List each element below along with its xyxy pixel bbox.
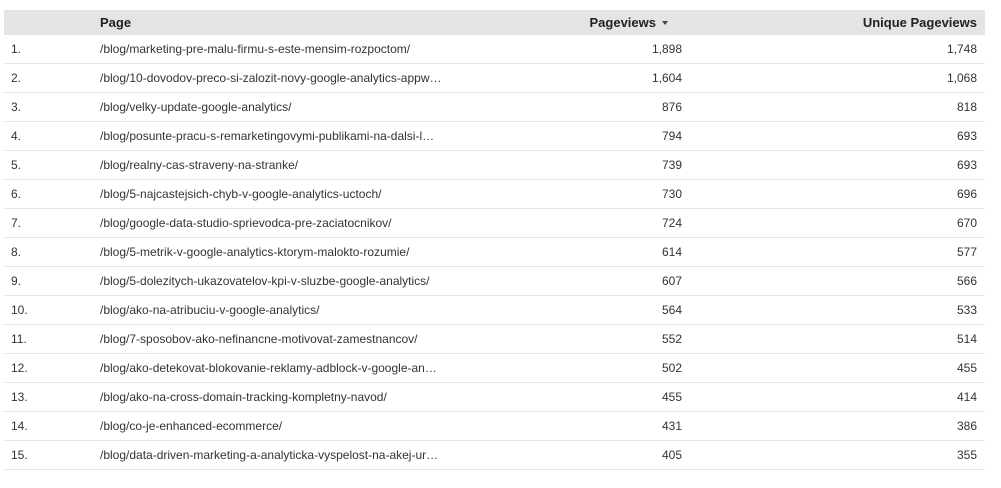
table-header [4,10,985,35]
row-page-path: /blog/5-dolezitych-ukazovatelov-kpi-v-sluzbe-google-analytics/ [100,274,430,288]
row-page-path: /blog/ako-na-cross-domain-tracking-kompletny-navod/ [100,390,387,404]
table-row[interactable] [4,325,985,354]
row-unique-pageviews: 693 [956,129,977,143]
table-row[interactable] [4,180,985,209]
row-index: 13. [11,390,28,404]
table-row[interactable] [4,209,985,238]
row-page-path: /blog/5-metrik-v-google-analytics-ktorym-malokto-rozumie/ [100,245,410,259]
row-index: 1. [11,42,22,56]
row-page-path: /blog/data-driven-marketing-a-analyticka-vyspelost-na-akej-ur… [100,448,439,462]
table-row[interactable] [4,93,985,122]
row-page-path: /blog/posunte-pracu-s-remarketingovymi-publikami-na-dalsi-l… [100,129,435,143]
row-pageviews: 455 [661,390,682,404]
row-page-path: /blog/co-je-enhanced-ecommerce/ [100,419,283,433]
row-pageviews: 607 [661,274,682,288]
row-pageviews: 739 [661,158,682,172]
row-index: 5. [11,158,22,172]
row-page-path: /blog/marketing-pre-malu-firmu-s-este-mensim-rozpoctom/ [100,42,411,56]
table-row[interactable] [4,35,985,64]
row-unique-pageviews: 566 [956,274,977,288]
row-page-path: /blog/ako-na-atribuciu-v-google-analytics/ [100,303,320,317]
row-pageviews: 794 [661,129,682,143]
row-pageviews: 502 [661,361,682,375]
table-row[interactable] [4,151,985,180]
row-page-path: /blog/velky-update-google-analytics/ [100,100,292,114]
row-unique-pageviews: 514 [956,332,977,346]
row-unique-pageviews: 533 [956,303,977,317]
row-index: 10. [11,303,28,317]
row-index: 12. [11,361,28,375]
row-pageviews: 1,604 [651,71,682,85]
row-pageviews: 405 [661,448,682,462]
table-row[interactable] [4,354,985,383]
row-unique-pageviews: 818 [956,100,977,114]
row-pageviews: 724 [661,216,682,230]
row-index: 4. [11,129,22,143]
unique-pageviews-column-header[interactable]: Unique Pageviews [862,15,977,30]
table-row[interactable] [4,441,985,470]
row-page-path: /blog/7-sposobov-ako-nefinancne-motivovat-zamestnancov/ [100,332,418,346]
row-pageviews: 552 [661,332,682,346]
row-unique-pageviews: 386 [956,419,977,433]
pageviews-header-label: Pageviews [589,15,656,31]
row-unique-pageviews: 577 [956,245,977,259]
row-unique-pageviews: 1,068 [946,71,977,85]
row-unique-pageviews: 414 [956,390,977,404]
pageviews-column-header[interactable] [490,14,682,30]
table-row[interactable] [4,267,985,296]
row-page-path: /blog/5-najcastejsich-chyb-v-google-analytics-uctoch/ [100,187,382,201]
page-column-header[interactable]: Page [100,15,132,30]
row-index: 7. [11,216,22,230]
row-index: 11. [11,332,27,346]
table-row[interactable] [4,238,985,267]
row-index: 3. [11,100,22,114]
row-pageviews: 564 [661,303,682,317]
row-index: 14. [11,419,28,433]
row-pageviews: 431 [661,419,682,433]
row-unique-pageviews: 1,748 [946,42,977,56]
row-index: 15. [11,448,28,462]
row-pageviews: 876 [661,100,682,114]
row-page-path: /blog/10-dovodov-preco-si-zalozit-novy-google-analytics-appw… [100,71,442,85]
table-row[interactable] [4,64,985,93]
row-pageviews: 730 [661,187,682,201]
sort-down-icon[interactable] [662,21,668,25]
table-body [4,35,985,470]
row-page-path: /blog/ako-detekovat-blokovanie-reklamy-adblock-v-google-an… [100,361,437,375]
row-page-path: /blog/realny-cas-straveny-na-stranke/ [100,158,299,172]
row-unique-pageviews: 455 [956,361,977,375]
row-index: 8. [11,245,22,259]
row-index: 2. [11,71,22,85]
row-unique-pageviews: 693 [956,158,977,172]
table-row[interactable] [4,383,985,412]
row-unique-pageviews: 696 [956,187,977,201]
table-row[interactable] [4,122,985,151]
row-unique-pageviews: 670 [956,216,977,230]
row-page-path: /blog/google-data-studio-sprievodca-pre-zaciatocnikov/ [100,216,392,230]
table-row[interactable] [4,296,985,325]
row-index: 6. [11,187,22,201]
pages-table [4,10,985,470]
row-index: 9. [11,274,22,288]
row-pageviews: 614 [661,245,682,259]
row-pageviews: 1,898 [651,42,682,56]
table-row[interactable] [4,412,985,441]
row-unique-pageviews: 355 [956,448,977,462]
